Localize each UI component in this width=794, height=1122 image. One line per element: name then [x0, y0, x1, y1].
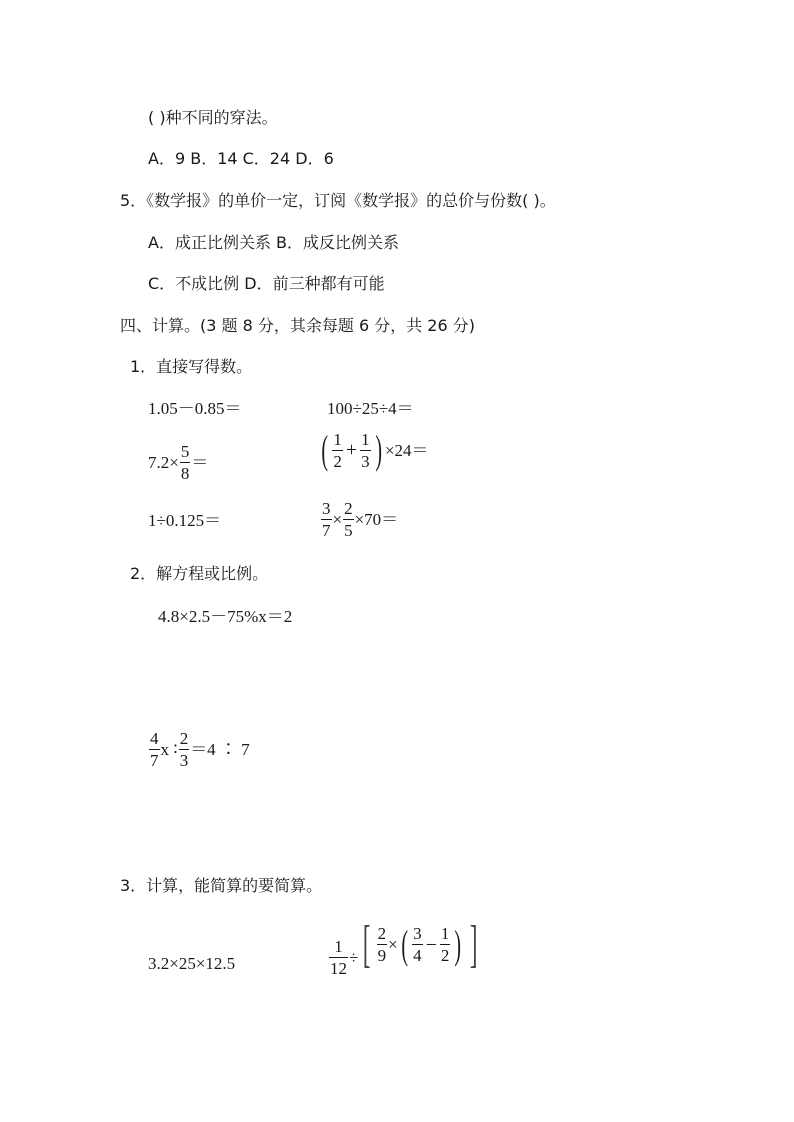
numerator: 1 [329, 938, 348, 958]
numerator: 1 [361, 429, 370, 449]
expr-5: 1÷0.125＝ [148, 511, 222, 530]
expr-4 [318, 427, 429, 472]
denominator: 12 [330, 959, 347, 978]
fraction [412, 925, 423, 964]
part3-title: 3．计算，能简算的要简算。 [120, 876, 323, 895]
denominator: 2 [440, 946, 450, 965]
denominator: 9 [377, 946, 387, 965]
expr-2: 100÷25÷4＝ [327, 399, 414, 418]
fraction [360, 431, 371, 470]
fraction [377, 925, 388, 964]
equation-2 [148, 730, 250, 769]
part2-title: 2．解方程或比例。 [130, 564, 269, 583]
fraction [440, 925, 451, 964]
denominator: 3 [179, 751, 189, 770]
left-paren: ( [321, 427, 328, 472]
expr-4-suffix: ×24＝ [384, 440, 429, 460]
fraction [179, 730, 190, 769]
plus-sign: + [345, 439, 358, 461]
fraction [343, 500, 354, 539]
right-paren: ) [454, 921, 462, 967]
numerator: 3 [413, 924, 422, 943]
q4-blank-line: ( )种不同的穿法。 [148, 108, 278, 127]
expr-3-prefix: 7.2× [148, 453, 179, 472]
section4-title: 四、计算。(3 题 8 分，其余每题 6 分，共 26 分) [120, 316, 475, 335]
numerator: 4 [150, 729, 159, 748]
denominator: 7 [150, 751, 159, 770]
fraction [321, 500, 332, 539]
right-paren: ) [374, 427, 382, 472]
times-sign: × [388, 935, 398, 954]
denominator: 8 [180, 464, 190, 483]
fraction [149, 730, 160, 769]
numerator: 2 [377, 924, 387, 943]
left-bracket: [ [363, 915, 371, 973]
right-bracket: ] [469, 915, 478, 973]
numerator: 2 [344, 499, 353, 518]
numerator: 2 [179, 729, 189, 748]
calc-1: 3.2×25×12.5 [148, 954, 236, 973]
denominator: 3 [361, 451, 370, 471]
left-paren: ( [401, 921, 408, 967]
numerator: 1 [440, 924, 450, 943]
q5-options-ab: A．成正比例关系 B．成反比例关系 [148, 233, 400, 252]
expr-6 [320, 500, 398, 539]
equation-2-suffix: ＝4 ∶ 7 [190, 740, 250, 759]
q5-options-cd: C．不成比例 D．前三种都有可能 [148, 274, 385, 293]
expr-6-suffix: ×70＝ [354, 510, 399, 529]
expr-1: 1.05－0.85＝ [148, 399, 242, 418]
minus-sign: − [425, 933, 437, 956]
divide-sign: ÷ [349, 948, 359, 967]
denominator: 2 [333, 451, 342, 471]
part1-title: 1．直接写得数。 [130, 357, 253, 376]
expr-3 [148, 443, 208, 482]
numerator: 3 [322, 499, 331, 518]
denominator: 4 [413, 946, 422, 965]
calc-2 [328, 912, 482, 977]
denominator: 7 [322, 521, 331, 540]
equation-1: 4.8×2.5－75%x＝2 [158, 607, 293, 626]
denominator: 5 [344, 521, 353, 540]
equation-2-mid: x ∶ [160, 740, 178, 759]
times-sign: × [332, 510, 343, 529]
fraction [332, 431, 343, 470]
q5-stem: 5．《数学报》的单价一定，订阅《数学报》的总价与份数( )。 [120, 191, 556, 210]
q4-options: A．9 B．14 C．24 D．6 [148, 149, 334, 168]
numerator: 1 [333, 429, 342, 449]
fraction [329, 938, 348, 977]
expr-3-suffix: ＝ [191, 453, 209, 472]
numerator: 5 [180, 442, 190, 461]
fraction [180, 443, 191, 482]
